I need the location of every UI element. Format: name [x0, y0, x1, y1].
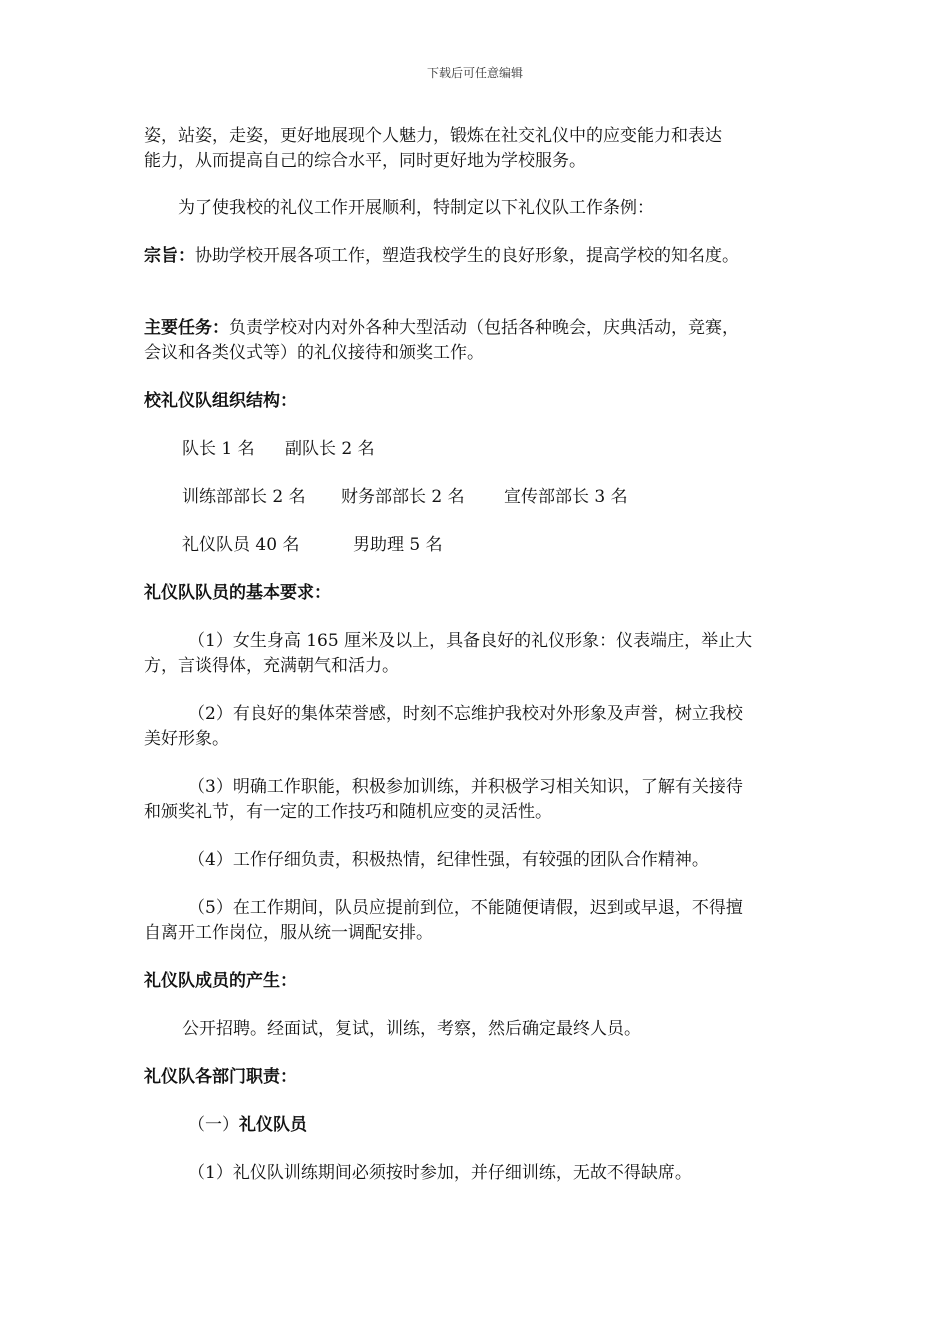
- structure-role: 队长 1 名: [182, 439, 255, 459]
- structure-role: 宣传部部长 3 名: [504, 487, 628, 507]
- structure-role: 男助理 5 名: [353, 535, 443, 555]
- structure-row-2: [144, 485, 810, 510]
- requirement-item-5: [144, 896, 810, 946]
- requirement-item-2: [144, 702, 810, 752]
- intro-preface: 为了使我校的礼仪工作开展顺利，特制定以下礼仪队工作条例：: [178, 198, 654, 218]
- structure-role: 财务部部长 2 名: [341, 487, 465, 507]
- selection-heading: 礼仪队成员的产生：: [144, 971, 297, 991]
- purpose-text: 协助学校开展各项工作，塑造我校学生的良好形象，提高学校的知名度。: [195, 246, 739, 266]
- intro-line-2: 能力，从而提高自己的综合水平，同时更好地为学校服务。: [144, 151, 586, 171]
- selection-text: 公开招聘。经面试，复试，训练，考察，然后确定最终人员。: [182, 1019, 641, 1039]
- tasks-text-line-2: 会议和各类仪式等）的礼仪接待和颁奖工作。: [144, 343, 484, 363]
- duties-item-1: （1）礼仪队训练期间必须按时参加，并仔细训练，无故不得缺席。: [188, 1163, 692, 1183]
- purpose-label: 宗旨：: [144, 246, 195, 266]
- duties-sub1-prefix: （一）: [188, 1115, 239, 1135]
- requirements-heading: 礼仪队队员的基本要求：: [144, 583, 331, 603]
- page-header-note: 下载后可任意编辑: [426, 66, 523, 80]
- requirement-1-line-1: （1）女生身高 165 厘米及以上，具备良好的礼仪形象：仪表端庄，举止大: [188, 631, 753, 651]
- requirement-5-line-1: （5）在工作期间，队员应提前到位，不能随便请假，迟到或早退，不得擅: [188, 898, 743, 918]
- tasks-paragraph: [144, 316, 810, 341]
- requirement-3-line-2: 和颁奖礼节，有一定的工作技巧和随机应变的灵活性。: [144, 802, 552, 822]
- intro-line-1: 姿，站姿，走姿，更好地展现个人魅力，锻炼在社交礼仪中的应变能力和表达: [144, 126, 722, 146]
- requirement-item-4: （4）工作仔细负责，积极热情，纪律性强，有较强的团队合作精神。: [188, 850, 709, 870]
- duties-heading: 礼仪队各部门职责：: [144, 1067, 297, 1087]
- requirement-2-line-1: （2）有良好的集体荣誉感，时刻不忘维护我校对外形象及声誉，树立我校: [188, 704, 743, 724]
- document-body: [144, 124, 810, 1186]
- structure-role: 训练部部长 2 名: [182, 487, 306, 507]
- duties-subsection-1: [144, 1113, 810, 1138]
- requirement-2-line-2: 美好形象。: [144, 729, 229, 749]
- purpose-paragraph: [144, 244, 810, 269]
- requirement-item-3: [144, 775, 810, 825]
- requirement-1-line-2: 方，言谈得体，充满朝气和活力。: [144, 656, 399, 676]
- structure-heading: 校礼仪队组织结构：: [144, 391, 297, 411]
- requirement-item-1: [144, 629, 810, 679]
- structure-row-3: [144, 533, 810, 558]
- tasks-text-line-1: 负责学校对内对外各种大型活动（包括各种晚会，庆典活动，竞赛，: [229, 318, 739, 338]
- structure-row-1: [144, 437, 810, 462]
- tasks-label: 主要任务：: [144, 318, 229, 338]
- structure-role: 礼仪队员 40 名: [182, 535, 300, 555]
- duties-sub1-title: 礼仪队员: [239, 1115, 307, 1135]
- requirement-5-line-2: 自离开工作岗位，服从统一调配安排。: [144, 923, 433, 943]
- requirement-3-line-1: （3）明确工作职能，积极参加训练，并积极学习相关知识，了解有关接待: [188, 777, 743, 797]
- structure-role: 副队长 2 名: [285, 439, 375, 459]
